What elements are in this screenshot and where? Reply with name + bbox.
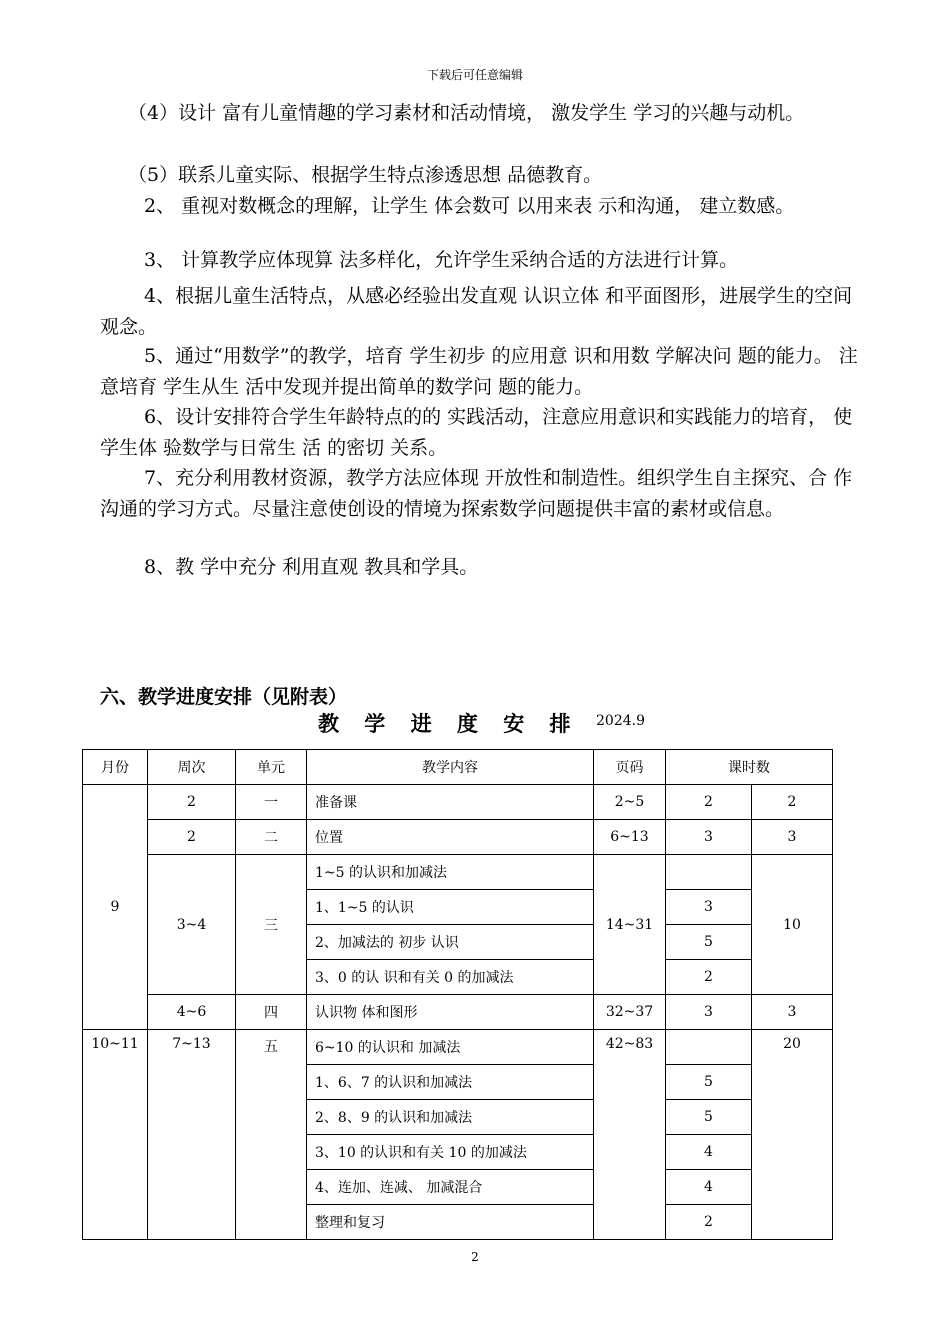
content-cell: 2、8、9 的认识和加减法 — [307, 1100, 594, 1135]
table-title: 教 学 进 度 安 排 — [318, 712, 580, 736]
table-row — [83, 785, 833, 820]
hours-cell: 3 — [666, 820, 752, 855]
hours-cell: 2 — [666, 1205, 752, 1240]
content-cell: 整理和复习 — [307, 1205, 594, 1240]
pages-cell: 14~31 — [594, 855, 666, 995]
hours-cell: 4 — [666, 1170, 752, 1205]
pages-cell: 42~83 — [594, 1030, 666, 1240]
content-cell: 1、1~5 的认识 — [307, 890, 594, 925]
hours-cell: 3 — [666, 890, 752, 925]
section-heading: 六、教学进度安排（见附表） — [100, 686, 348, 708]
hours-cell: 5 — [666, 925, 752, 960]
week-cell: 2 — [148, 820, 236, 855]
table-row — [83, 995, 833, 1030]
table-row — [83, 855, 833, 890]
page-number: 2 — [471, 1250, 479, 1264]
table-row — [83, 1030, 833, 1065]
hours-cell: 4 — [666, 1135, 752, 1170]
total-cell: 20 — [752, 1030, 833, 1240]
content-cell: 1、6、7 的认识和加减法 — [307, 1065, 594, 1100]
hours-cell: 2 — [666, 960, 752, 995]
table-header-row — [83, 750, 833, 785]
total-cell: 2 — [752, 785, 833, 820]
content-cell: 1~5 的认识和加减法 — [307, 855, 594, 890]
header-pages: 页码 — [594, 750, 666, 785]
hours-cell: 3 — [666, 995, 752, 1030]
content-cell: 6~10 的认识和 加减法 — [307, 1030, 594, 1065]
table-date: 2024.9 — [596, 713, 645, 729]
pages-cell: 2~5 — [594, 785, 666, 820]
header-month: 月份 — [83, 750, 148, 785]
page-header: 下载后可任意编辑 — [426, 68, 523, 82]
header-unit: 单元 — [236, 750, 307, 785]
content-cell: 准备课 — [307, 785, 594, 820]
content-cell: 4、连加、连减、 加减混合 — [307, 1170, 594, 1205]
paragraph-5: （5）联系儿童实际、根据学生特点渗透思想 品德教育。 — [128, 164, 603, 186]
paragraph-5b: 5、通过“用数学”的教学，培育 学生初步 的应用意 识和用数 学解决问 题的能力。 注意培育 学生从生 活中发现并提出简单的数学问 题的能力。 — [100, 345, 858, 398]
content-cell: 2、加减法的 初步 认识 — [307, 925, 594, 960]
paragraph-4b: 4、根据儿童生活特点，从感必经验出发直观 认识立体 和平面图形，进展学生的空间 观念。 — [100, 285, 853, 338]
paragraph-2: 2、 重视对数概念的理解，让学生 体会数可 以用来表 示和沟通， 建立数感。 — [144, 195, 795, 217]
week-cell: 7~13 — [148, 1030, 236, 1240]
total-cell: 3 — [752, 820, 833, 855]
paragraph-4: （4）设计 富有儿童情趣的学习素材和活动情境， 激发学生 学习的兴趣与动机。 — [128, 102, 805, 124]
unit-cell: 一 — [236, 785, 307, 820]
paragraph-6: 6、设计安排符合学生年龄特点的的 实践活动，注意应用意识和实践能力的培育， 使学生体 验数学与日常生 活 的密切 关系。 — [100, 406, 853, 459]
unit-cell: 三 — [236, 855, 307, 995]
unit-cell: 二 — [236, 820, 307, 855]
total-cell: 10 — [752, 855, 833, 995]
header-hours: 课时数 — [666, 750, 833, 785]
content-cell: 位置 — [307, 820, 594, 855]
table-row — [83, 820, 833, 855]
week-cell: 2 — [148, 785, 236, 820]
paragraph-8: 8、教 学中充分 利用直观 教具和学具。 — [144, 556, 479, 578]
hours-cell — [666, 1030, 752, 1065]
month-cell: 10~11 — [83, 1030, 148, 1240]
hours-cell: 5 — [666, 1100, 752, 1135]
unit-cell: 五 — [236, 1030, 307, 1240]
content-cell: 3、10 的认识和有关 10 的加减法 — [307, 1135, 594, 1170]
hours-cell: 5 — [666, 1065, 752, 1100]
header-content: 教学内容 — [307, 750, 594, 785]
pages-cell: 32~37 — [594, 995, 666, 1030]
paragraph-7: 7、充分利用教材资源，教学方法应体现 开放性和制造性。组织学生自主探究、合 作沟通的学习方式。尽量注意使创设的情境为探索数学问题提供丰富的素材或信息。 — [100, 467, 853, 520]
unit-cell: 四 — [236, 995, 307, 1030]
total-cell: 3 — [752, 995, 833, 1030]
schedule-table — [82, 749, 833, 1240]
hours-cell — [666, 855, 752, 890]
content-cell: 3、0 的认 识和有关 0 的加减法 — [307, 960, 594, 995]
week-cell: 4~6 — [148, 995, 236, 1030]
month-cell: 9 — [83, 785, 148, 1030]
hours-cell: 2 — [666, 785, 752, 820]
paragraph-3: 3、 计算教学应体现算 法多样化，允许学生采纳合适的方法进行计算。 — [144, 249, 739, 271]
header-week: 周次 — [148, 750, 236, 785]
pages-cell: 6~13 — [594, 820, 666, 855]
content-cell: 认识物 体和图形 — [307, 995, 594, 1030]
week-cell: 3~4 — [148, 855, 236, 995]
